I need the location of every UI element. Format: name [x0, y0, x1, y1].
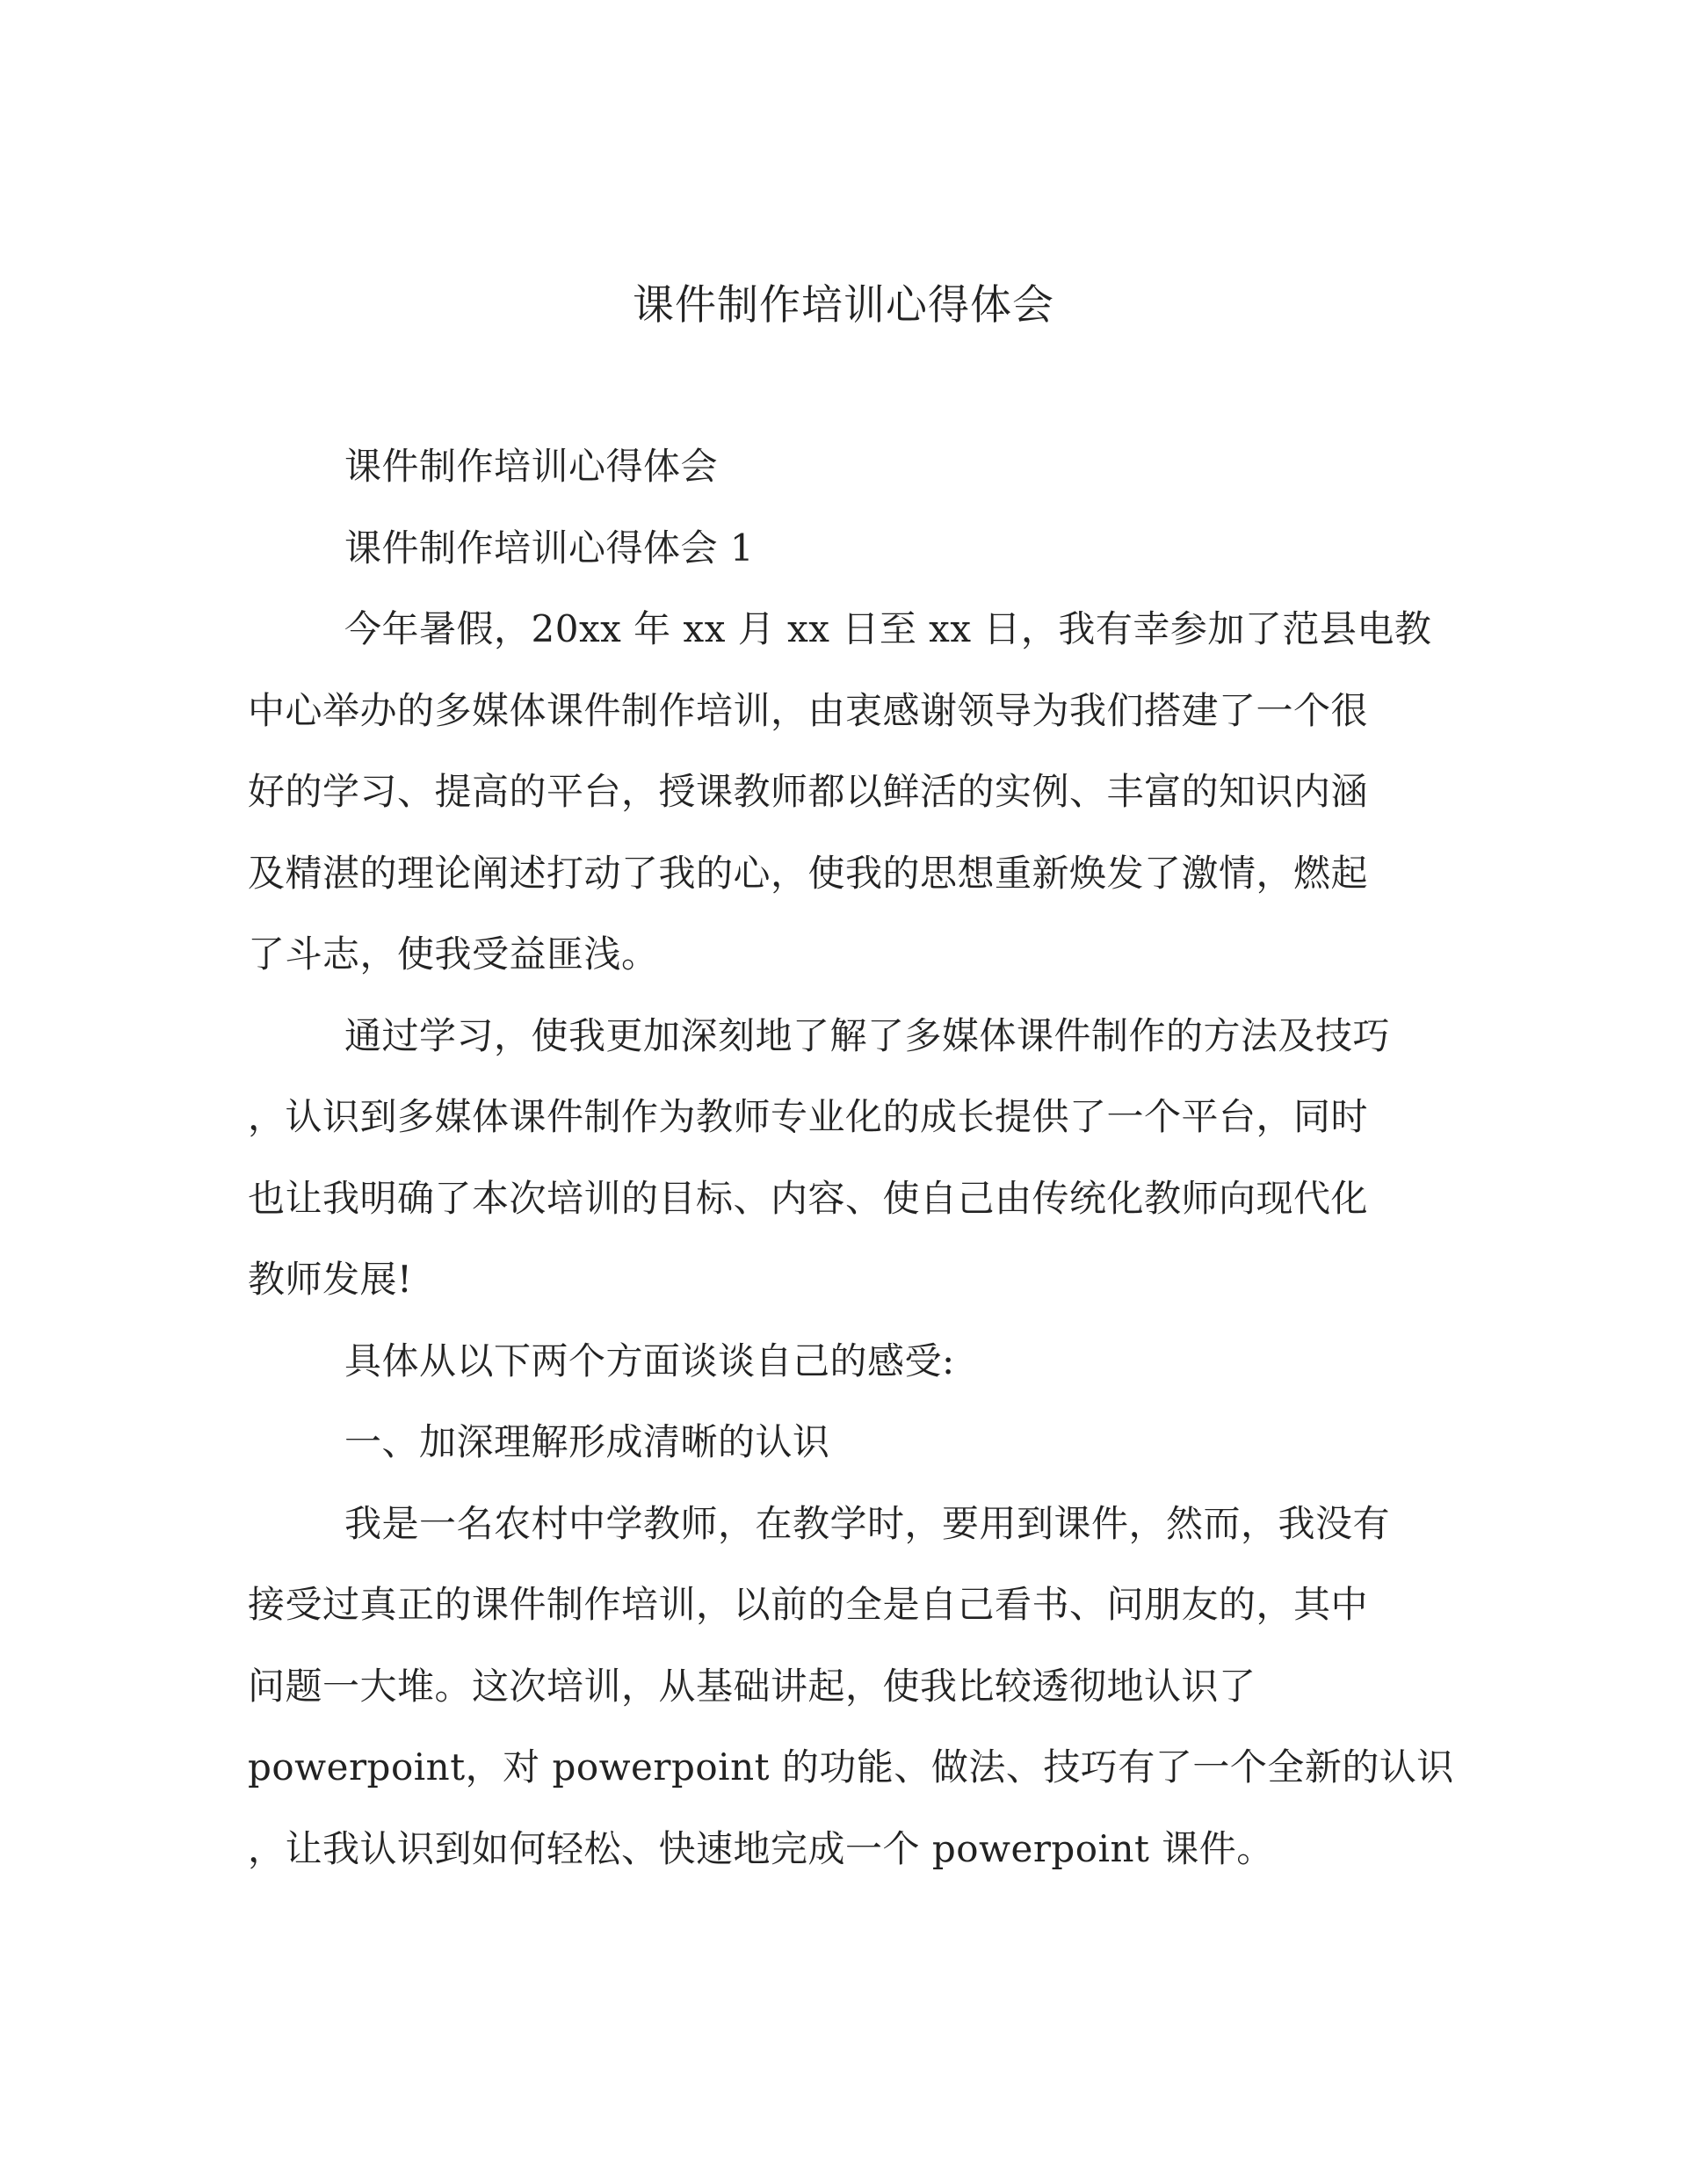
text-line-section-heading: 课件制作培训心得体会 1	[344, 526, 755, 570]
paragraph-line: 通过学习，使我更加深刻地了解了多媒体课件制作的方法及技巧	[344, 1013, 1391, 1057]
document-title: 课件制作培训心得体会	[633, 281, 1054, 330]
paragraph-line: 及精湛的理论阐述打动了我的心，使我的思想重新焕发了激情，燃起	[248, 851, 1369, 895]
paragraph-line: 教师发展!	[248, 1258, 413, 1301]
paragraph-line: 我是一名农村中学教师，在教学时，要用到课件，然而，我没有	[344, 1501, 1391, 1545]
paragraph-line: 好的学习、提高的平台，授课教师都以鲜活的实例、丰富的知识内涵	[248, 770, 1369, 813]
document-body	[248, 426, 1454, 1890]
paragraph-line: 具体从以下两个方面谈谈自己的感受:	[344, 1339, 955, 1382]
paragraph-line: 也让我明确了本次培训的目标、内容、使自己由传统化教师向现代化	[248, 1176, 1369, 1220]
paragraph-line: powerpoint，对 powerpoint 的功能、做法、技巧有了一个全新的认识	[248, 1745, 1454, 1789]
paragraph-line: 接受过真正的课件制作培训，以前的全是自己看书、问朋友的，其中	[248, 1583, 1369, 1626]
paragraph-line: 了斗志，使我受益匪浅。	[248, 932, 659, 976]
text-line-subtitle: 课件制作培训心得体会	[344, 445, 719, 488]
paragraph-line: 中心举办的多媒体课件制作培训，由衷感谢领导为我们搭建了一个很	[248, 688, 1369, 732]
paragraph-line: ，认识到多媒体课件制作为教师专业化的成长提供了一个平台，同时	[248, 1095, 1369, 1138]
paragraph-line: 问题一大堆。这次培训，从基础讲起，使我比较透彻地认识了	[248, 1664, 1256, 1708]
section-heading-line: 一、加深理解形成清晰的认识	[344, 1420, 830, 1463]
paragraph-line: ，让我认识到如何轻松、快速地完成一个 powerpoint 课件。	[248, 1826, 1274, 1870]
paragraph-line: 今年暑假，20xx 年 xx 月 xx 日至 xx 日，我有幸参加了范县电教	[344, 607, 1432, 650]
